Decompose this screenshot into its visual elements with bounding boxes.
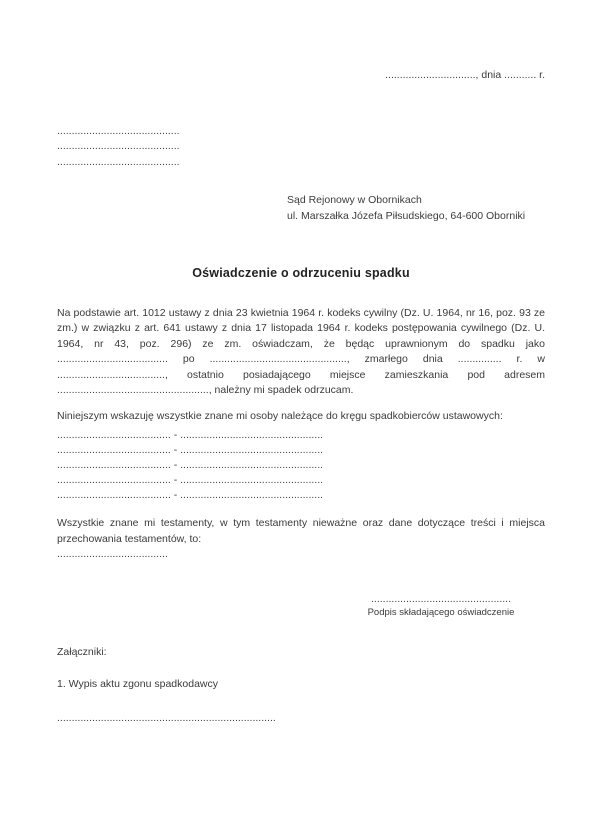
court-name: Sąd Rejonowy w Obornikach — [287, 194, 422, 206]
attachment-item: 1. Wypis aktu zgonu spadkodawcy — [57, 678, 218, 690]
heir-blank-line: ....................................... - ................................................. — [57, 489, 324, 501]
signature-caption: Podpis składającego oświadczenie — [367, 606, 515, 618]
signature-block — [361, 593, 521, 619]
heirs-intro: Niniejszym wskazuję wszystkie znane mi osoby należące do kręgu spadkobierców ustawowych: — [57, 409, 503, 422]
testaments-blank-line: ...................................... — [57, 548, 168, 560]
testaments-paragraph: Wszystkie znane mi testamenty, w tym testamenty nieważne oraz dane dotyczące treści i miejsca przechowania testamentów, to: — [57, 517, 545, 545]
main-paragraph: Na podstawie art. 1012 ustawy z dnia 23 kwietnia 1964 r. kodeks cywilny (Dz. U. 1964, nr 16, poz. 93 ze zm.) w związku z art. 641 ustawy z dnia 17 listopada 1964 r. kodeks postępowania cywilnego (Dz. U. 1964, nr 43, poz. 296) ze zm. oświadczam, że będąc uprawnionym do spadku jako ...................................... po ..............................................., zmarłego dnia ............... r. w ....................................., ostatnio posiadającego miejsce zamieszkania pod adresem ...................................................., należny mi spadek odrzucam. — [57, 306, 545, 396]
heir-blank-line: ....................................... - ................................................. — [57, 474, 324, 486]
document-title: Oświadczenie o odrzuceniu spadku — [192, 266, 410, 280]
sender-block — [57, 124, 545, 171]
heirs-list — [57, 428, 545, 503]
sender-blank-line: .......................................... — [57, 140, 180, 152]
sender-blank-line: .......................................... — [57, 155, 180, 168]
court-address: ul. Marszałka Józefa Piłsudskiego, 64-600 Oborniki — [287, 210, 526, 222]
attachment-blank-line: ........................................................................... — [57, 711, 276, 724]
attachments-title: Załączniki: — [57, 645, 107, 658]
heir-blank-line: ....................................... - ................................................. — [57, 429, 324, 441]
signature-blank-line: ................................................ — [370, 592, 512, 605]
court-block — [287, 192, 545, 224]
heir-blank-line: ....................................... - ................................................. — [57, 444, 324, 456]
sender-blank-line: .......................................... — [57, 124, 180, 137]
heir-blank-line: ....................................... - ................................................. — [57, 459, 324, 471]
date-line: ..............................., dnia ........... r. — [385, 69, 545, 81]
